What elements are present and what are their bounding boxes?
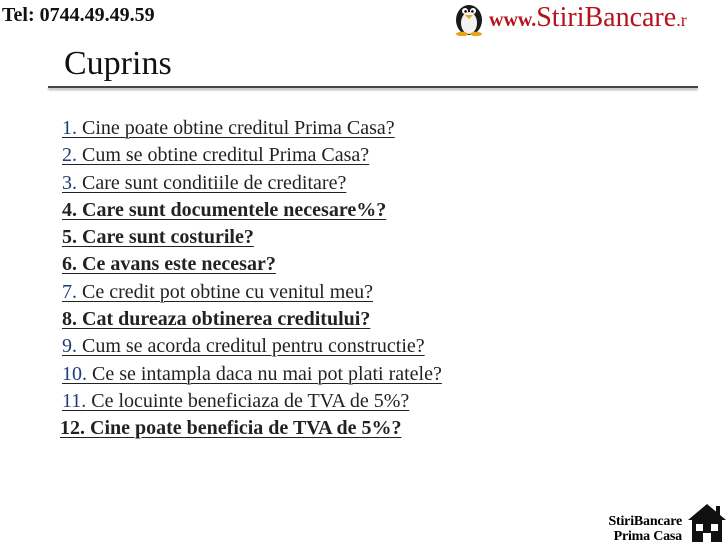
toc-item-number: 3. xyxy=(62,171,77,194)
toc-item-11[interactable] xyxy=(62,389,442,416)
toc-item-label: Cum se obtine creditul Prima Casa? xyxy=(77,144,370,167)
toc-item-label: Care sunt conditiile de creditare? xyxy=(77,171,347,194)
logo-name: StiriBancare xyxy=(536,2,677,33)
footer-brand-line1: StiriBancare xyxy=(608,514,682,529)
toc-item-7[interactable] xyxy=(62,280,442,307)
toc-item-1[interactable] xyxy=(62,116,442,143)
logo-www: www. xyxy=(489,9,537,31)
toc-item-number: 6. xyxy=(62,253,77,276)
table-of-contents xyxy=(62,116,442,444)
footer-brand-text xyxy=(608,514,682,544)
toc-item-number: 12. xyxy=(60,417,85,440)
toc-item-number: 5. xyxy=(62,226,77,249)
footer-brand-line2: Prima Casa xyxy=(613,529,682,544)
toc-item-label: Ce avans este necesar? xyxy=(77,253,276,276)
toc-item-number: 7. xyxy=(62,280,77,303)
toc-item-2[interactable] xyxy=(62,143,442,170)
toc-item-label: Cat dureaza obtinerea creditului? xyxy=(77,308,371,331)
toc-item-3[interactable] xyxy=(62,171,442,198)
toc-item-label: Ce se intampla daca nu mai pot plati ratele? xyxy=(87,362,442,385)
toc-item-number: 1. xyxy=(62,117,77,139)
logo-text xyxy=(489,2,687,34)
toc-item-12[interactable] xyxy=(60,416,440,443)
toc-item-10[interactable] xyxy=(62,362,442,389)
toc-item-number: 10. xyxy=(62,362,87,385)
footer-brand xyxy=(596,496,728,546)
toc-item-label: Cum se acorda creditul pentru constructie? xyxy=(77,335,425,358)
toc-item-label: Care sunt costurile? xyxy=(77,226,254,249)
page-title: Cuprins xyxy=(64,45,172,82)
toc-item-number: 4. xyxy=(62,198,77,221)
logo-domain: .r xyxy=(676,10,687,30)
toc-item-number: 11. xyxy=(62,389,87,412)
toc-item-label: Cine poate beneficia de TVA de 5%? xyxy=(85,417,402,440)
title-divider xyxy=(48,86,698,88)
toc-item-number: 8. xyxy=(62,308,77,331)
phone-number: Tel: 0744.49.49.59 xyxy=(2,4,155,26)
penguin-icon xyxy=(452,0,486,36)
toc-item-number: 2. xyxy=(62,144,77,167)
toc-item-label: Ce locuinte beneficiaza de TVA de 5%? xyxy=(86,389,410,412)
toc-item-label: Ce credit pot obtine cu venitul meu? xyxy=(77,280,374,303)
toc-item-label: Cine poate obtine creditul Prima Casa? xyxy=(77,117,395,139)
house-icon xyxy=(686,500,728,544)
toc-item-label: Care sunt documentele necesare%? xyxy=(77,198,387,221)
toc-item-number: 9. xyxy=(62,335,77,358)
toc-item-9[interactable] xyxy=(62,334,442,361)
toc-item-4[interactable] xyxy=(62,198,442,225)
site-logo[interactable] xyxy=(452,0,728,36)
toc-item-5[interactable] xyxy=(62,225,442,252)
toc-item-6[interactable] xyxy=(62,252,442,279)
toc-item-8[interactable] xyxy=(62,307,442,334)
